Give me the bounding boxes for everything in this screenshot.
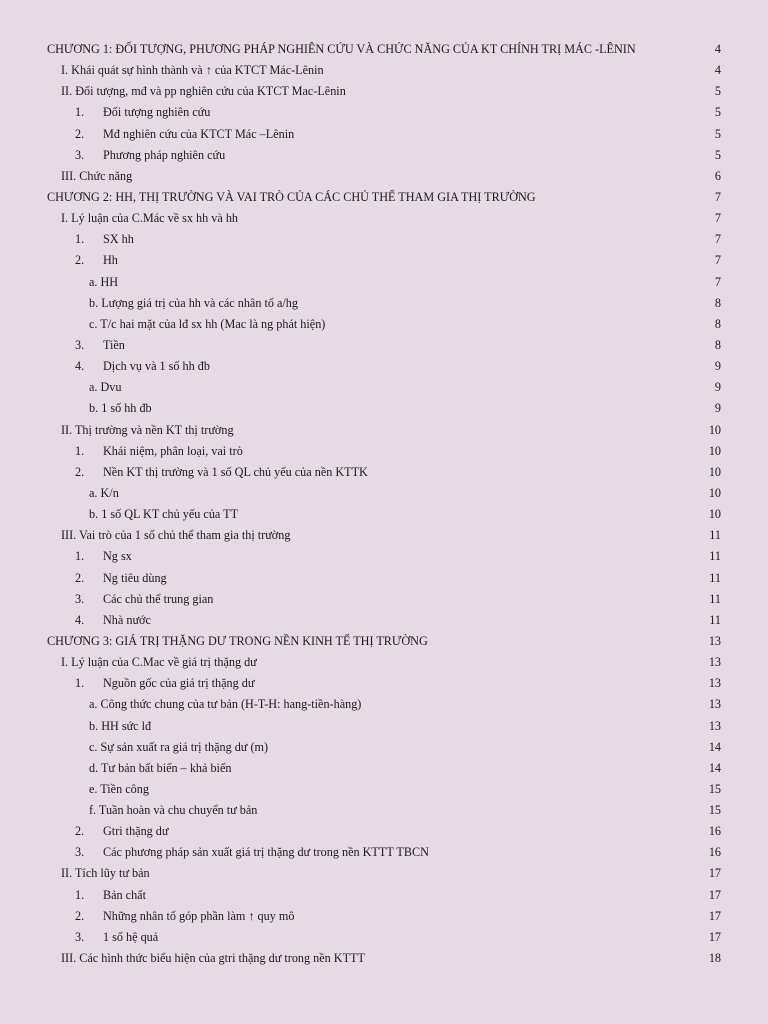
toc-entry-title: a. Dvu <box>89 380 122 395</box>
toc-entry-page-number: 10 <box>708 422 721 437</box>
toc-entry-title: Nguồn gốc của giá trị thặng dư <box>103 676 255 691</box>
toc-entry-title: Gtri thặng dư <box>103 824 169 839</box>
toc-entry-title: a. HH <box>89 274 119 289</box>
toc-entry[interactable] <box>0 927 768 948</box>
toc-entry-title: III. Vai trò của 1 số chủ thể tham gia thị trường <box>61 528 291 543</box>
toc-entry[interactable] <box>0 208 768 229</box>
toc-entry-title: Nhà nước <box>103 612 151 627</box>
toc-entry-number: 4. <box>75 359 85 374</box>
toc-entry-title: Hh <box>103 253 118 268</box>
toc-entry[interactable] <box>0 631 768 652</box>
toc-entry-title: II. Đối tượng, mđ và pp nghiên cứu của KTCT Mac-Lênin <box>61 84 346 99</box>
toc-entry[interactable] <box>0 610 768 631</box>
toc-entry[interactable] <box>0 821 768 842</box>
toc-entry-page-number: 15 <box>708 803 721 818</box>
toc-entry[interactable] <box>0 779 768 800</box>
toc-entry-number: 1. <box>75 232 85 247</box>
toc-entry-page-number: 10 <box>708 485 721 500</box>
toc-entry-title: CHƯƠNG 1: ĐỐI TƯỢNG, PHƯƠNG PHÁP NGHIÊN CỨU VÀ CHỨC NĂNG CỦA KT CHÍNH TRỊ MÁC -LÊNIN <box>47 42 636 56</box>
toc-entry[interactable] <box>0 293 768 314</box>
toc-entry[interactable] <box>0 504 768 525</box>
toc-entry-title: CHƯƠNG 3: GIÁ TRỊ THẶNG DƯ TRONG NỀN KINH TẾ THỊ TRƯỜNG <box>47 633 428 648</box>
toc-entry[interactable] <box>0 589 768 610</box>
toc-entry-title: Bản chất <box>103 887 146 902</box>
toc-entry[interactable] <box>0 356 768 377</box>
toc-entry-page-number: 5 <box>714 105 721 120</box>
toc-entry[interactable] <box>0 441 768 462</box>
toc-entry-title: b. 1 số hh đb <box>89 401 152 416</box>
toc-entry-page-number: 7 <box>714 232 721 247</box>
toc-entry-page-number: 11 <box>709 528 721 543</box>
toc-entry-title: c. Sự sản xuất ra giá trị thặng dư (m) <box>89 739 269 754</box>
toc-entry-title: III. Chức năng <box>61 168 133 183</box>
toc-entry-title: CHƯƠNG 2: HH, THỊ TRƯỜNG VÀ VAI TRÒ CỦA CÁC CHỦ THỂ THAM GIA THỊ TRƯỜNG <box>47 189 536 204</box>
toc-entry[interactable] <box>0 145 768 166</box>
toc-entry-page-number: 10 <box>708 464 721 479</box>
toc-entry-number: 1. <box>75 887 85 902</box>
toc-entry-page-number: 9 <box>714 401 721 416</box>
toc-entry-number: 2. <box>75 253 85 268</box>
toc-entry-page-number: 13 <box>708 655 721 670</box>
toc-entry-page-number: 8 <box>714 295 721 310</box>
toc-entry-page-number: 17 <box>708 908 721 923</box>
toc-entry[interactable] <box>0 673 768 694</box>
toc-entry-title: II. Thị trường và nền KT thị trường <box>61 422 234 437</box>
toc-entry[interactable] <box>0 124 768 145</box>
toc-entry[interactable] <box>0 863 768 884</box>
toc-entry-page-number: 11 <box>709 591 721 606</box>
toc-entry-title: Nền KT thị trường và 1 số QL chủ yếu của nền KTTK <box>103 464 368 479</box>
toc-entry-title: Các chủ thể trung gian <box>103 591 214 606</box>
toc-entry[interactable] <box>0 166 768 187</box>
toc-entry-title: Mđ nghiên cứu của KTCT Mác –Lênin <box>103 126 295 141</box>
toc-entry-title: I. Khái quát sự hình thành và ↑ của KTCT Mác-Lênin <box>61 63 324 78</box>
toc-entry-title: I. Lý luận của C.Mac về giá trị thặng dư <box>61 655 257 670</box>
toc-entry-page-number: 15 <box>708 781 721 796</box>
toc-entry-number: 1. <box>75 549 85 564</box>
toc-entry-page-number: 10 <box>708 443 721 458</box>
toc-entry-page-number: 17 <box>708 887 721 902</box>
toc-entry[interactable] <box>0 906 768 927</box>
toc-entry-title: II. Tích lũy tư bản <box>61 866 150 881</box>
toc-entry-title: Ng sx <box>103 549 132 564</box>
toc-entry-page-number: 5 <box>714 126 721 141</box>
toc-entry-title: III. Các hình thức biểu hiện của gtri thặng dư trong nền KTTT <box>61 951 365 966</box>
toc-entry-page-number: 17 <box>708 929 721 944</box>
toc-entry-title: I. Lý luận của C.Mác về sx hh và hh <box>61 211 239 226</box>
toc-entry-page-number: 9 <box>714 380 721 395</box>
toc-entry-page-number: 11 <box>709 570 721 585</box>
toc-entry-title: 1 số hệ quả <box>103 929 159 944</box>
toc-entry-page-number: 4 <box>714 63 721 78</box>
toc-entry-page-number: 13 <box>708 697 721 712</box>
toc-entry[interactable] <box>0 81 768 102</box>
toc-entry-title: f. Tuần hoàn và chu chuyển tư bản <box>89 803 258 818</box>
toc-entry[interactable] <box>0 398 768 419</box>
toc-entry[interactable] <box>0 250 768 271</box>
toc-entry[interactable] <box>0 335 768 356</box>
toc-entry[interactable] <box>0 652 768 673</box>
toc-entry-page-number: 17 <box>708 866 721 881</box>
toc-entry-number: 1. <box>75 105 85 120</box>
toc-entry-page-number: 14 <box>708 739 721 754</box>
toc-entry[interactable] <box>0 39 768 60</box>
toc-entry[interactable] <box>0 737 768 758</box>
toc-entry-title: b. 1 số QL KT chủ yếu của TT <box>89 507 239 522</box>
toc-entry[interactable] <box>0 102 768 123</box>
toc-entry-page-number: 13 <box>708 718 721 733</box>
toc-entry-number: 2. <box>75 464 85 479</box>
toc-entry-title: SX hh <box>103 232 134 247</box>
toc-entry-title: Những nhân tố góp phần làm ↑ quy mô <box>103 908 295 923</box>
toc-entry[interactable] <box>0 842 768 863</box>
toc-entry[interactable] <box>0 483 768 504</box>
toc-entry-number: 1. <box>75 676 85 691</box>
toc-entry-title: Khái niệm, phân loại, vai trò <box>103 443 243 458</box>
toc-entry[interactable] <box>0 60 768 81</box>
toc-entry-number: 4. <box>75 612 85 627</box>
toc-entry-title: c. T/c hai mặt của lđ sx hh (Mac là ng phát hiện) <box>89 316 326 331</box>
toc-entry[interactable] <box>0 694 768 715</box>
toc-entry[interactable] <box>0 272 768 293</box>
toc-entry-page-number: 11 <box>709 549 721 564</box>
toc-entry[interactable] <box>0 948 768 969</box>
toc-entry-page-number: 5 <box>714 84 721 99</box>
toc-entry-title: Phương pháp nghiên cứu <box>103 147 226 162</box>
toc-entry-title: Các phương pháp sản xuất giá trị thặng dư trong nền KTTT TBCN <box>103 845 429 860</box>
toc-entry[interactable] <box>0 568 768 589</box>
toc-entry-page-number: 16 <box>708 824 721 839</box>
toc-entry[interactable] <box>0 758 768 779</box>
toc-entry-page-number: 6 <box>714 168 721 183</box>
toc-entry[interactable] <box>0 420 768 441</box>
toc-entry-page-number: 8 <box>714 316 721 331</box>
toc-entry[interactable] <box>0 716 768 737</box>
toc-entry-title: a. Công thức chung của tư bản (H-T-H: hang-tiền-hàng) <box>89 697 362 712</box>
toc-entry-page-number: 14 <box>708 760 721 775</box>
toc-entry-title: Tiền <box>103 337 125 352</box>
toc-entry-title: a. K/n <box>89 485 119 500</box>
toc-entry-page-number: 7 <box>714 189 721 204</box>
toc-entry-title: Đối tượng nghiên cứu <box>103 105 211 120</box>
toc-entry-number: 3. <box>75 147 85 162</box>
toc-entry[interactable] <box>0 462 768 483</box>
toc-entry-title: b. HH sức lđ <box>89 718 152 733</box>
toc-entry[interactable] <box>0 377 768 398</box>
toc-entry-number: 1. <box>75 443 85 458</box>
toc-entry-page-number: 16 <box>708 845 721 860</box>
toc-entry-page-number: 7 <box>714 253 721 268</box>
toc-entry-page-number: 9 <box>714 359 721 374</box>
toc-entry-page-number: 10 <box>708 507 721 522</box>
toc-entry-number: 2. <box>75 126 85 141</box>
toc-entry[interactable] <box>0 525 768 546</box>
toc-entry-title: e. Tiền công <box>89 781 149 796</box>
toc-entry-number: 3. <box>75 929 85 944</box>
toc-entry-page-number: 13 <box>708 633 721 648</box>
toc-entry-page-number: 18 <box>708 951 721 966</box>
toc-entry[interactable] <box>0 885 768 906</box>
toc-entry-page-number: 7 <box>714 211 721 226</box>
toc-entry-title: Dịch vụ và 1 số hh đb <box>103 359 210 374</box>
toc-entry[interactable] <box>0 800 768 821</box>
toc-entry-number: 2. <box>75 908 85 923</box>
toc-entry[interactable] <box>0 229 768 250</box>
toc-entry-number: 3. <box>75 845 85 860</box>
toc-entry-title: d. Tư bản bất biến – khả biến <box>89 760 232 775</box>
toc-entry-page-number: 5 <box>714 147 721 162</box>
toc-entry-number: 2. <box>75 824 85 839</box>
toc-entry-title: b. Lượng giá trị của hh và các nhân tố a/hg <box>89 295 298 310</box>
toc-entry-page-number: 11 <box>709 612 721 627</box>
toc-entry-title: Ng tiêu dùng <box>103 570 167 585</box>
toc-entry-number: 3. <box>75 591 85 606</box>
toc-entry-page-number: 4 <box>714 42 721 56</box>
toc-entry-page-number: 8 <box>714 337 721 352</box>
toc-entry-page-number: 7 <box>714 274 721 289</box>
toc-entry[interactable] <box>0 187 768 208</box>
toc-entry-number: 3. <box>75 337 85 352</box>
toc-entry[interactable] <box>0 314 768 335</box>
toc-entry-number: 2. <box>75 570 85 585</box>
toc-entry[interactable] <box>0 546 768 567</box>
toc-entry-page-number: 13 <box>708 676 721 691</box>
